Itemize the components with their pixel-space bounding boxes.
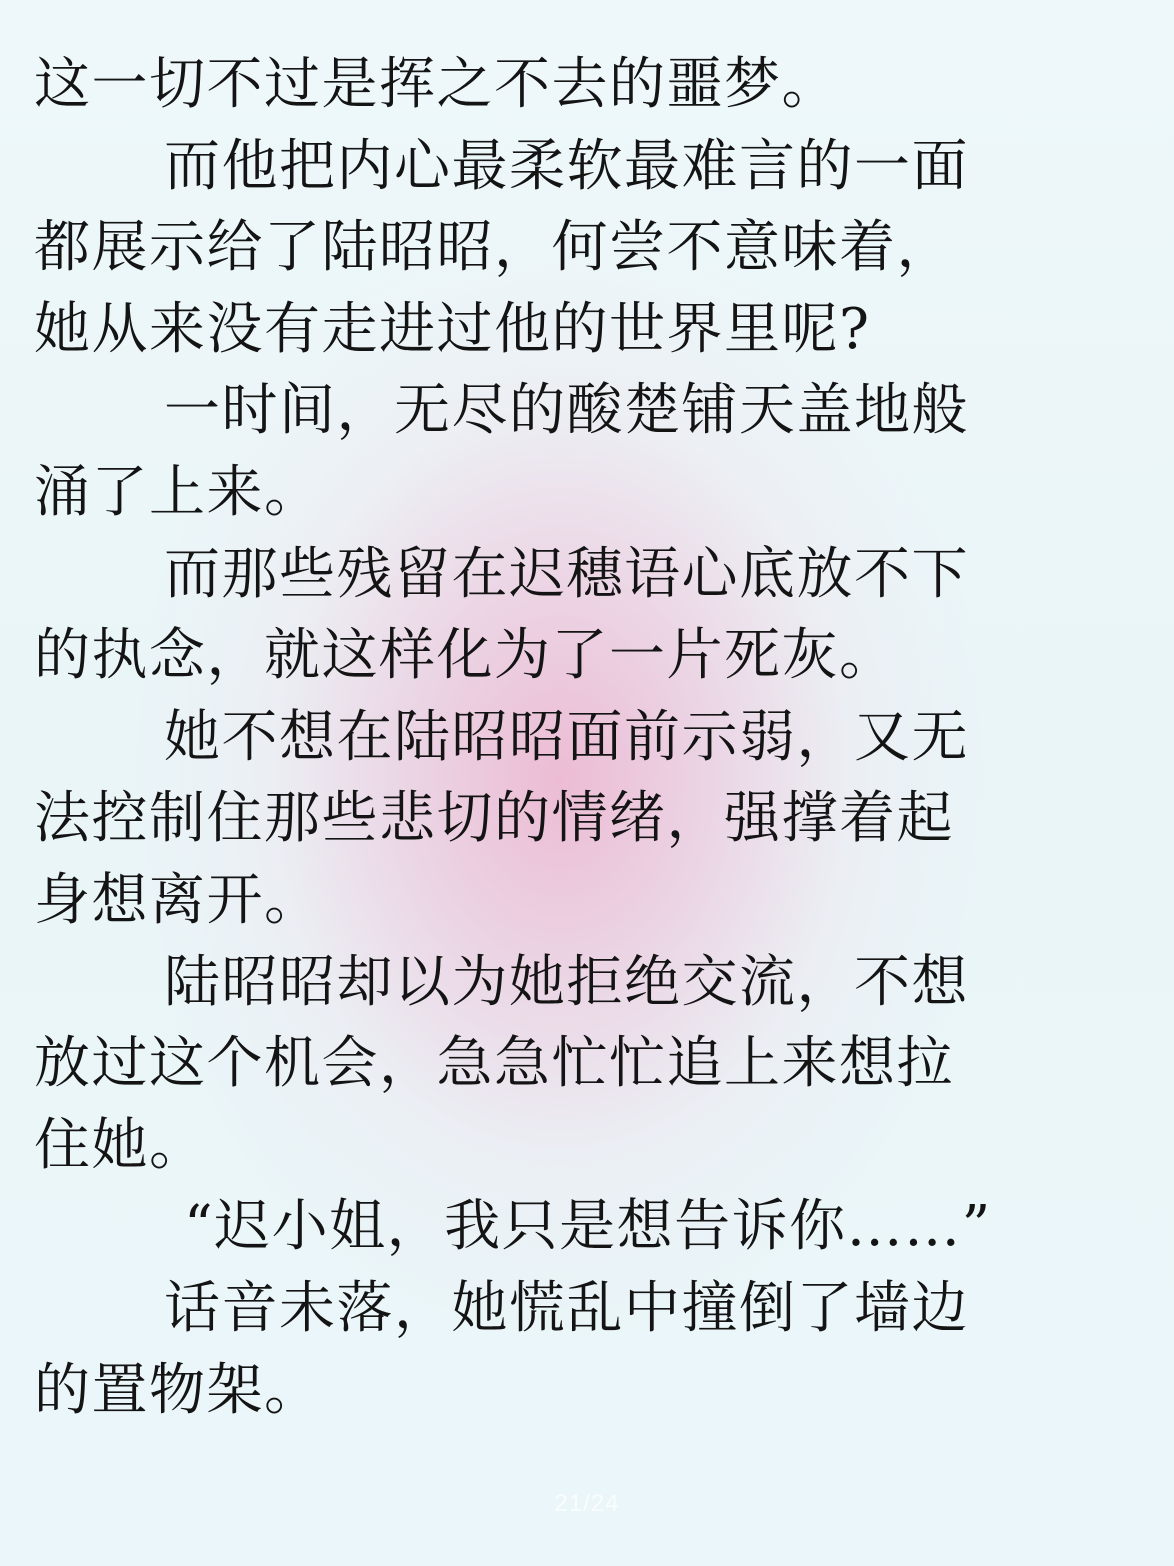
text-line: 这一切不过是挥之不去的噩梦。 — [34, 52, 839, 117]
text-line: 她从来没有走进过他的世界里呢? — [34, 296, 871, 362]
text-line-quote: “迟小姐，我只是想告诉你……” — [184, 1194, 992, 1260]
text-line: 她不想在陆昭昭面前示弱，又无 — [164, 704, 969, 770]
text-line: 住她。 — [34, 1112, 207, 1178]
text-line: 而他把内心最柔软最难言的一面 — [164, 133, 969, 199]
text-line: 身想离开。 — [34, 867, 322, 933]
text-line: 涌了上来。 — [34, 459, 322, 525]
text-line: 法控制住那些悲切的情绪，强撑着起 — [34, 786, 954, 852]
text-line: 都展示给了陆昭昭，何尝不意味着， — [34, 215, 954, 281]
text-line: 的置物架。 — [34, 1357, 322, 1423]
text-line: 放过这个机会，急急忙忙追上来想拉 — [34, 1031, 954, 1097]
text-line: 陆昭昭却以为她拒绝交流，不想 — [164, 949, 969, 1015]
text-line: 话音未落，她慌乱中撞倒了墙边 — [164, 1275, 969, 1341]
text-line: 的执念，就这样化为了一片死灰。 — [34, 623, 897, 689]
page-indicator: 21/24 — [554, 1490, 620, 1517]
text-line: 一时间，无尽的酸楚铺天盖地般 — [164, 378, 969, 444]
text-line: 而那些残留在迟穗语心底放不下 — [164, 541, 969, 607]
story-text — [34, 44, 1144, 1431]
